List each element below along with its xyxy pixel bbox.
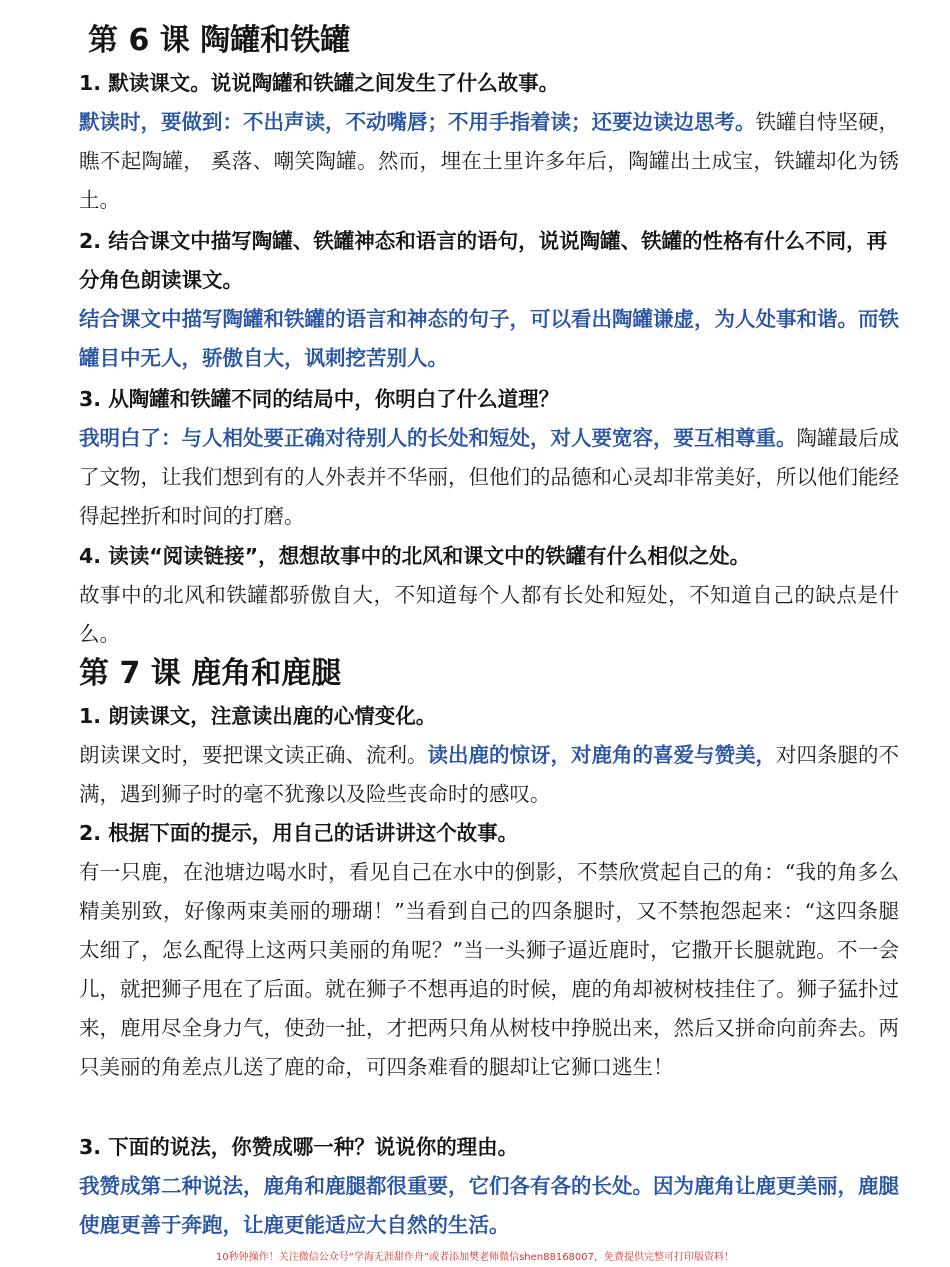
lesson6-question-2: 2. 结合课文中描写陶罐、铁罐神态和语言的语句，说说陶罐、铁罐的性格有什么不同，再分角色朗读课文。 — [79, 229, 888, 292]
lesson6-question-4: 4. 读读“阅读链接”，想想故事中的北风和课文中的铁罐有什么相似之处。 — [79, 544, 751, 568]
lesson7-title: 第 7 课 鹿角和鹿腿 — [79, 656, 342, 691]
lesson6-title: 第 6 课 陶罐和铁罐 — [88, 23, 351, 58]
lesson6-answer-4: 故事中的北风和铁罐都骄傲自大，不知道每个人都有长处和短处，不知道自己的缺点是什么。 — [79, 583, 899, 646]
lesson7-q1-block — [79, 697, 899, 814]
lesson7-answer-1-intro: 朗读课文时，要把课文读正确、流利。 — [79, 743, 428, 767]
lesson7-answer-2: 有一只鹿，在池塘边喝水时，看见自己在水中的倒影，不禁欣赏起自己的角：“我的角多么精美别致，好像两束美丽的珊瑚！”当看到自己的四条腿时，又不禁抱怨起来：“这四条腿太细了，怎么配得上这两只美丽的角呢？”当一头狮子逼近鹿时，它撒开长腿就跑。不一会儿，就把狮子甩在了后面。就在狮子不想再追的时候，鹿的角却被树枝挂住了。狮子猛扑过来，鹿用尽全身力气，使劲一扯，才把两只角从树枝中挣脱出来，然后又拼命向前奔去。两只美丽的角差点儿送了鹿的命，可四条难看的腿却让它狮口逃生！ — [79, 860, 899, 1079]
lesson7-question-1: 1. 朗读课文，注意读出鹿的心情变化。 — [79, 704, 437, 728]
lesson7-answer-1 — [79, 736, 899, 814]
lesson6-answer-2: 结合课文中描写陶罐和铁罐的语言和神态的句子，可以看出陶罐谦虚，为人处事和谐。而铁罐目中无人，骄傲自大，讽刺挖苦别人。 — [79, 307, 899, 370]
lesson7-answer-3: 我赞成第二种说法，鹿角和鹿腿都很重要，它们各有各的长处。因为鹿角让鹿更美丽，鹿腿使鹿更善于奔跑，让鹿更能适应大自然的生活。 — [79, 1174, 899, 1237]
lesson6-question-1: 1. 默读课文。说说陶罐和铁罐之间发生了什么故事。 — [79, 71, 560, 95]
lesson6-q3-block — [79, 380, 899, 536]
lesson6-answer-1 — [79, 103, 899, 220]
lesson7-answer-1-text: 对四条腿的不满，遇到狮子时的毫不犹豫以及险些丧命时的感叹。 — [79, 743, 899, 806]
lesson6-answer-1-highlight: 默读时，要做到：不出声读，不动嘴唇；不用手指着读；还要边读边思考。 — [79, 110, 756, 134]
lesson7-question-3: 3. 下面的说法，你赞成哪一种？说说你的理由。 — [79, 1135, 519, 1159]
lesson6-answer-3-highlight: 我明白了：与人相处要正确对待别人的长处和短处，对人要宽容，要互相尊重。 — [79, 426, 797, 450]
lesson7-q2-block — [79, 814, 899, 1087]
lesson6-q1-block — [79, 64, 899, 220]
lesson6-question-3: 3. 从陶罐和铁罐不同的结局中，你明白了什么道理？ — [79, 387, 560, 411]
footer-promo-text: 10秒钟操作！关注微信公众号“学海无涯甜作舟”或者添加樊老师微信shen88168007，免费提供完整可打印版资料！ — [215, 1252, 735, 1263]
lesson7-answer-1-highlight: 读出鹿的惊讶，对鹿角的喜爱与赞美， — [427, 743, 776, 767]
lesson6-answer-1-text: 铁罐自恃坚硬，瞧不起陶罐， 奚落、嘲笑陶罐。然而，埋在土里许多年后，陶罐出土成宝，铁罐却化为锈土。 — [79, 110, 899, 212]
lesson6-q4-block — [79, 537, 899, 654]
lesson6-answer-3 — [79, 419, 899, 536]
lesson6-answer-3-text: 陶罐最后成了文物，让我们想到有的人外表并不华丽，但他们的品德和心灵却非常美好，所以他们能经得起挫折和时间的打磨。 — [79, 426, 899, 528]
lesson7-question-2: 2. 根据下面的提示，用自己的话讲讲这个故事。 — [79, 821, 519, 845]
lesson7-q3-block — [79, 1128, 899, 1245]
lesson6-q2-block — [79, 222, 899, 378]
